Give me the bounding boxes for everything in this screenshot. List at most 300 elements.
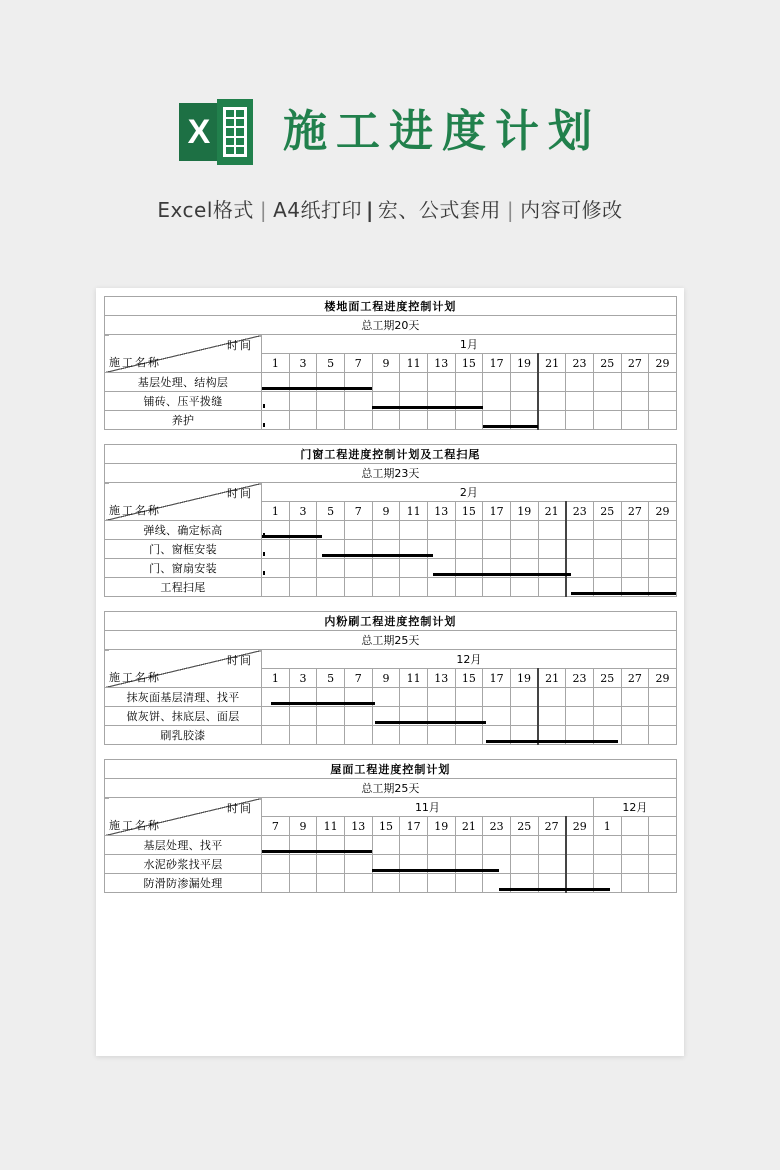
task-name-cell: 做灰饼、抹底层、面层	[105, 707, 262, 726]
gantt-cell[interactable]	[427, 411, 455, 430]
gantt-cell[interactable]	[344, 373, 372, 392]
day-header: 1	[262, 354, 290, 373]
gantt-cell[interactable]	[455, 874, 483, 893]
gantt-cell[interactable]	[566, 726, 594, 745]
time-axis-label: 时间	[227, 339, 253, 352]
gantt-cell[interactable]	[483, 726, 511, 745]
gantt-cell[interactable]	[372, 707, 400, 726]
gantt-table	[104, 296, 677, 430]
gantt-cell[interactable]	[344, 411, 372, 430]
gantt-cell[interactable]	[593, 373, 621, 392]
gantt-cell[interactable]	[566, 373, 594, 392]
table-row	[105, 521, 677, 540]
gantt-cell[interactable]	[510, 540, 538, 559]
page-subtitle	[0, 194, 780, 223]
gantt-cell[interactable]	[372, 726, 400, 745]
gantt-cell[interactable]	[427, 874, 455, 893]
gantt-cell[interactable]	[317, 836, 345, 855]
day-header: 1	[262, 502, 290, 521]
gantt-cell[interactable]	[510, 855, 538, 874]
gantt-cell[interactable]	[538, 688, 566, 707]
gantt-cell[interactable]	[593, 726, 621, 745]
table-row	[105, 688, 677, 707]
gantt-cell[interactable]	[427, 559, 455, 578]
gantt-cell[interactable]	[400, 392, 428, 411]
gantt-sheet	[104, 444, 676, 597]
gantt-cell[interactable]	[538, 521, 566, 540]
day-header: 11	[400, 502, 428, 521]
gantt-cell[interactable]	[427, 373, 455, 392]
table-row	[105, 559, 677, 578]
gantt-cell[interactable]	[317, 726, 345, 745]
gantt-cell[interactable]	[649, 373, 677, 392]
gantt-cell[interactable]	[649, 874, 677, 893]
gantt-cell[interactable]	[372, 411, 400, 430]
gantt-title: 内粉刷工程进度控制计划	[105, 612, 677, 631]
gantt-cell[interactable]	[317, 855, 345, 874]
gantt-cell[interactable]	[510, 373, 538, 392]
gantt-cell[interactable]	[510, 578, 538, 597]
gantt-cell[interactable]	[372, 578, 400, 597]
gantt-cell[interactable]	[649, 726, 677, 745]
gantt-cell[interactable]	[289, 559, 317, 578]
gantt-cell[interactable]	[621, 688, 649, 707]
day-header	[649, 817, 677, 836]
gantt-cell[interactable]	[427, 521, 455, 540]
gantt-cell[interactable]	[344, 540, 372, 559]
axis-corner-cell	[105, 798, 262, 836]
gantt-cell[interactable]	[621, 559, 649, 578]
gantt-cell[interactable]	[427, 688, 455, 707]
gantt-cell[interactable]	[566, 392, 594, 411]
gantt-cell[interactable]	[483, 559, 511, 578]
gantt-cell[interactable]	[372, 521, 400, 540]
gantt-cell[interactable]	[262, 874, 290, 893]
axis-corner-cell	[105, 483, 262, 521]
gantt-cell[interactable]	[289, 373, 317, 392]
gantt-cell[interactable]	[400, 688, 428, 707]
day-header: 29	[566, 817, 594, 836]
gantt-cell[interactable]	[427, 855, 455, 874]
page-header	[0, 0, 780, 223]
day-header: 19	[510, 354, 538, 373]
day-header: 13	[344, 817, 372, 836]
gantt-cell[interactable]	[262, 578, 290, 597]
gantt-cell[interactable]	[593, 411, 621, 430]
gantt-cell[interactable]	[649, 707, 677, 726]
gantt-cell[interactable]	[427, 540, 455, 559]
gantt-cell[interactable]	[649, 540, 677, 559]
gantt-cell[interactable]	[566, 855, 594, 874]
gantt-cell[interactable]	[621, 707, 649, 726]
gantt-cell[interactable]	[262, 726, 290, 745]
gantt-cell[interactable]	[372, 836, 400, 855]
gantt-cell[interactable]	[455, 373, 483, 392]
task-name-cell: 门、窗扇安装	[105, 559, 262, 578]
gantt-cell[interactable]	[262, 392, 290, 411]
task-axis-label: 施工名称	[109, 356, 161, 369]
gantt-cell[interactable]	[427, 836, 455, 855]
gantt-cell[interactable]	[510, 559, 538, 578]
day-header: 23	[483, 817, 511, 836]
day-header: 9	[372, 669, 400, 688]
gantt-cell[interactable]	[483, 836, 511, 855]
gantt-cell[interactable]	[566, 874, 594, 893]
gantt-sheet	[104, 296, 676, 430]
table-row	[105, 855, 677, 874]
gantt-cell[interactable]	[317, 559, 345, 578]
excel-logo-left-block	[179, 103, 219, 161]
gantt-title: 屋面工程进度控制计划	[105, 760, 677, 779]
gantt-cell[interactable]	[593, 836, 621, 855]
gantt-cell[interactable]	[621, 521, 649, 540]
day-header: 3	[289, 502, 317, 521]
gantt-cell[interactable]	[400, 836, 428, 855]
gantt-cell[interactable]	[317, 688, 345, 707]
subtitle-part-3: 内容可修改	[520, 198, 623, 222]
gantt-cell[interactable]	[538, 578, 566, 597]
gantt-cell[interactable]	[262, 411, 290, 430]
gantt-cell[interactable]	[483, 521, 511, 540]
gantt-cell[interactable]	[621, 874, 649, 893]
day-header: 7	[262, 817, 290, 836]
gantt-cell[interactable]	[621, 411, 649, 430]
gantt-cell[interactable]	[483, 578, 511, 597]
gantt-cell[interactable]	[538, 836, 566, 855]
gantt-cell[interactable]	[593, 392, 621, 411]
gantt-cell[interactable]	[649, 521, 677, 540]
gantt-cell[interactable]	[344, 707, 372, 726]
subtitle-part-1: A4纸打印	[273, 198, 363, 222]
gantt-cell[interactable]	[317, 521, 345, 540]
gantt-cell[interactable]	[455, 688, 483, 707]
gantt-cell[interactable]	[427, 726, 455, 745]
gantt-cell[interactable]	[566, 688, 594, 707]
gantt-cell[interactable]	[262, 855, 290, 874]
gantt-cell[interactable]	[483, 688, 511, 707]
gantt-cell[interactable]	[621, 726, 649, 745]
time-axis-label: 时间	[227, 654, 253, 667]
gantt-title: 楼地面工程进度控制计划	[105, 297, 677, 316]
gantt-duration: 总工期23天	[105, 464, 677, 483]
gantt-cell[interactable]	[400, 559, 428, 578]
gantt-cell[interactable]	[538, 559, 566, 578]
gantt-cell[interactable]	[372, 540, 400, 559]
day-header: 25	[510, 817, 538, 836]
gantt-cell[interactable]	[538, 392, 566, 411]
gantt-cell[interactable]	[289, 392, 317, 411]
gantt-cell[interactable]	[455, 559, 483, 578]
gantt-cell[interactable]	[649, 688, 677, 707]
gantt-cell[interactable]	[510, 726, 538, 745]
gantt-cell[interactable]	[593, 521, 621, 540]
gantt-cell[interactable]	[455, 578, 483, 597]
gantt-cell[interactable]	[400, 540, 428, 559]
gantt-cell[interactable]	[510, 707, 538, 726]
gantt-cell[interactable]	[538, 540, 566, 559]
gantt-cell[interactable]	[317, 540, 345, 559]
gantt-cell[interactable]	[400, 874, 428, 893]
page-title: 施工进度计划	[283, 106, 601, 157]
day-header: 25	[593, 502, 621, 521]
gantt-cell[interactable]	[455, 707, 483, 726]
gantt-cell[interactable]	[649, 559, 677, 578]
gantt-cell[interactable]	[510, 688, 538, 707]
gantt-cell[interactable]	[372, 688, 400, 707]
day-header: 5	[317, 502, 345, 521]
gantt-cell[interactable]	[593, 874, 621, 893]
day-header: 15	[372, 817, 400, 836]
gantt-cell[interactable]	[455, 836, 483, 855]
gantt-cell[interactable]	[621, 836, 649, 855]
table-row	[105, 392, 677, 411]
gantt-cell[interactable]	[372, 373, 400, 392]
gantt-cell[interactable]	[427, 707, 455, 726]
day-header: 15	[455, 354, 483, 373]
day-header: 27	[621, 502, 649, 521]
gantt-cell[interactable]	[455, 540, 483, 559]
day-header: 27	[538, 817, 566, 836]
gantt-cell[interactable]	[262, 688, 290, 707]
gantt-cell[interactable]	[566, 540, 594, 559]
gantt-cell[interactable]	[483, 392, 511, 411]
gantt-cell[interactable]	[400, 855, 428, 874]
table-row	[105, 373, 677, 392]
gantt-cell[interactable]	[317, 392, 345, 411]
gantt-cell[interactable]	[566, 521, 594, 540]
gantt-cell[interactable]	[566, 836, 594, 855]
gantt-cell[interactable]	[483, 707, 511, 726]
gantt-cell[interactable]	[483, 874, 511, 893]
gantt-cell[interactable]	[262, 373, 290, 392]
gantt-cell[interactable]	[289, 688, 317, 707]
month-header: 2月	[262, 483, 677, 502]
gantt-duration: 总工期25天	[105, 779, 677, 798]
task-axis-label: 施工名称	[109, 819, 161, 832]
day-header: 3	[289, 669, 317, 688]
gantt-cell[interactable]	[510, 836, 538, 855]
subtitle-part-2: 宏、公式套用	[377, 198, 501, 222]
gantt-cell[interactable]	[649, 411, 677, 430]
gantt-cell[interactable]	[483, 540, 511, 559]
gantt-cell[interactable]	[372, 559, 400, 578]
gantt-cell[interactable]	[400, 373, 428, 392]
subtitle-part-0: Excel格式	[157, 198, 254, 222]
day-header: 27	[621, 354, 649, 373]
gantt-cell[interactable]	[649, 578, 677, 597]
gantt-cell[interactable]	[289, 874, 317, 893]
day-header: 29	[649, 354, 677, 373]
day-header: 11	[400, 354, 428, 373]
gantt-cell[interactable]	[649, 836, 677, 855]
gantt-cell[interactable]	[289, 578, 317, 597]
task-name-cell: 铺砖、压平拨缝	[105, 392, 262, 411]
gantt-cell[interactable]	[400, 578, 428, 597]
axis-corner-cell	[105, 650, 262, 688]
gantt-cell[interactable]	[289, 726, 317, 745]
subtitle-separator: |	[259, 198, 268, 222]
gantt-cell[interactable]	[289, 836, 317, 855]
subtitle-separator: |	[366, 198, 374, 222]
subtitle-separator: |	[506, 198, 515, 222]
gantt-cell[interactable]	[566, 578, 594, 597]
table-row	[105, 836, 677, 855]
gantt-cell[interactable]	[510, 521, 538, 540]
day-header: 29	[649, 502, 677, 521]
month-header: 1月	[262, 335, 677, 354]
gantt-cell[interactable]	[510, 411, 538, 430]
gantt-duration: 总工期20天	[105, 316, 677, 335]
task-axis-label: 施工名称	[109, 504, 161, 517]
gantt-cell[interactable]	[262, 836, 290, 855]
gantt-cell[interactable]	[317, 707, 345, 726]
day-header: 7	[344, 354, 372, 373]
gantt-cell[interactable]	[289, 521, 317, 540]
gantt-cell[interactable]	[344, 855, 372, 874]
gantt-cell[interactable]	[317, 578, 345, 597]
task-name-cell: 抹灰面基层清理、找平	[105, 688, 262, 707]
month-header: 12月	[593, 798, 676, 817]
excel-logo-sheet-grid	[226, 110, 244, 154]
task-name-cell: 防滑防渗漏处理	[105, 874, 262, 893]
gantt-cell[interactable]	[593, 688, 621, 707]
gantt-cell[interactable]	[400, 411, 428, 430]
gantt-cell[interactable]	[621, 373, 649, 392]
gantt-cell[interactable]	[649, 855, 677, 874]
day-header: 17	[483, 354, 511, 373]
gantt-cell[interactable]	[400, 726, 428, 745]
gantt-cell[interactable]	[593, 578, 621, 597]
gantt-cell[interactable]	[538, 373, 566, 392]
gantt-cell[interactable]	[289, 855, 317, 874]
gantt-cell[interactable]	[621, 855, 649, 874]
day-header: 25	[593, 354, 621, 373]
task-name-cell: 弹线、确定标高	[105, 521, 262, 540]
gantt-cell[interactable]	[262, 540, 290, 559]
month-header: 11月	[262, 798, 594, 817]
gantt-cell[interactable]	[538, 855, 566, 874]
day-header: 19	[510, 502, 538, 521]
gantt-cell[interactable]	[344, 836, 372, 855]
gantt-cell[interactable]	[593, 855, 621, 874]
gantt-cell[interactable]	[344, 874, 372, 893]
gantt-cell[interactable]	[621, 578, 649, 597]
table-row	[105, 874, 677, 893]
gantt-cell[interactable]	[427, 392, 455, 411]
gantt-cell[interactable]	[455, 521, 483, 540]
day-header: 19	[510, 669, 538, 688]
gantt-cell[interactable]	[317, 411, 345, 430]
gantt-cell[interactable]	[649, 392, 677, 411]
gantt-cell[interactable]	[510, 874, 538, 893]
gantt-cell[interactable]	[455, 726, 483, 745]
day-header: 13	[427, 354, 455, 373]
gantt-cell[interactable]	[593, 559, 621, 578]
gantt-cell[interactable]	[344, 688, 372, 707]
task-name-cell: 基层处理、结构层	[105, 373, 262, 392]
gantt-cell[interactable]	[566, 411, 594, 430]
gantt-cell[interactable]	[510, 392, 538, 411]
gantt-cell[interactable]	[593, 540, 621, 559]
gantt-cell[interactable]	[344, 521, 372, 540]
time-axis-label: 时间	[227, 487, 253, 500]
gantt-cell[interactable]	[538, 726, 566, 745]
gantt-cell[interactable]	[593, 707, 621, 726]
day-header: 7	[344, 502, 372, 521]
gantt-cell[interactable]	[455, 411, 483, 430]
gantt-cell[interactable]	[317, 373, 345, 392]
gantt-cell[interactable]	[289, 411, 317, 430]
day-header: 7	[344, 669, 372, 688]
gantt-cell[interactable]	[344, 578, 372, 597]
task-name-cell: 刷乳胶漆	[105, 726, 262, 745]
gantt-cell[interactable]	[262, 559, 290, 578]
gantt-cell[interactable]	[483, 411, 511, 430]
axis-corner-cell	[105, 335, 262, 373]
gantt-table	[104, 611, 677, 745]
table-row	[105, 411, 677, 430]
gantt-sheet	[104, 759, 676, 893]
gantt-title: 门窗工程进度控制计划及工程扫尾	[105, 445, 677, 464]
gantt-cell[interactable]	[289, 707, 317, 726]
gantt-cell[interactable]	[538, 411, 566, 430]
gantt-cell[interactable]	[566, 559, 594, 578]
day-header: 13	[427, 502, 455, 521]
gantt-cell[interactable]	[317, 874, 345, 893]
table-row	[105, 726, 677, 745]
gantt-cell[interactable]	[483, 855, 511, 874]
gantt-cell[interactable]	[372, 392, 400, 411]
excel-logo-icon	[179, 99, 253, 165]
gantt-cell[interactable]	[289, 540, 317, 559]
day-header: 17	[400, 817, 428, 836]
day-header: 11	[400, 669, 428, 688]
gantt-cell[interactable]	[344, 726, 372, 745]
task-name-cell: 水泥砂浆找平层	[105, 855, 262, 874]
gantt-cell[interactable]	[621, 392, 649, 411]
gantt-cell[interactable]	[483, 373, 511, 392]
day-header	[621, 817, 649, 836]
gantt-cell[interactable]	[262, 521, 290, 540]
day-header: 5	[317, 354, 345, 373]
gantt-cell[interactable]	[455, 855, 483, 874]
gantt-cell[interactable]	[538, 707, 566, 726]
month-header: 12月	[262, 650, 677, 669]
gantt-cell[interactable]	[400, 707, 428, 726]
gantt-cell[interactable]	[372, 855, 400, 874]
day-header: 25	[593, 669, 621, 688]
day-header: 21	[455, 817, 483, 836]
gantt-cell[interactable]	[400, 521, 428, 540]
day-header: 15	[455, 669, 483, 688]
day-header: 9	[372, 502, 400, 521]
gantt-cell[interactable]	[566, 707, 594, 726]
day-header: 17	[483, 669, 511, 688]
gantt-cell[interactable]	[344, 559, 372, 578]
gantt-cell[interactable]	[262, 707, 290, 726]
excel-logo-letter: X	[187, 113, 211, 151]
day-header: 21	[538, 354, 566, 373]
day-header: 19	[427, 817, 455, 836]
gantt-cell[interactable]	[538, 874, 566, 893]
day-header: 23	[566, 502, 594, 521]
gantt-cell[interactable]	[455, 392, 483, 411]
day-header: 13	[427, 669, 455, 688]
gantt-cell[interactable]	[621, 540, 649, 559]
gantt-cell[interactable]	[372, 874, 400, 893]
gantt-cell[interactable]	[344, 392, 372, 411]
gantt-cell[interactable]	[427, 578, 455, 597]
